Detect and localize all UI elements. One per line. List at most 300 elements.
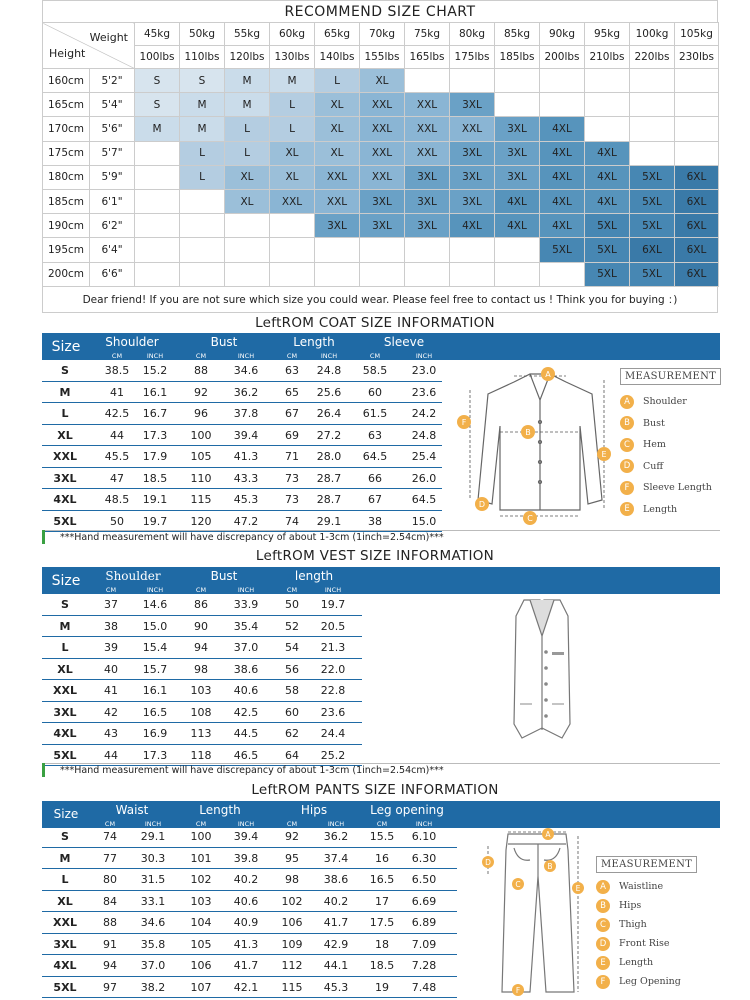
- size-cell: [585, 69, 630, 93]
- coat-size-label: XXL: [53, 450, 77, 463]
- pants-row: [42, 955, 457, 977]
- pants-value: 17: [375, 894, 389, 908]
- marker-a-icon: A: [596, 880, 610, 894]
- size-cell: [585, 117, 630, 141]
- size-cell: [135, 262, 180, 286]
- vest-size-label: M: [59, 619, 71, 633]
- coat-value: 45.3: [233, 493, 259, 506]
- pants-value: 36.2: [323, 830, 349, 843]
- vest-row: [42, 702, 362, 724]
- pants-value: 16.5: [369, 873, 395, 886]
- vest-value: 42: [104, 705, 118, 719]
- pants-value: 41.7: [323, 916, 349, 929]
- svg-text:E: E: [601, 450, 607, 459]
- weight-kg-header: 80kg: [450, 23, 495, 46]
- coat-value: 25.6: [316, 385, 342, 399]
- pants-unit-inch: INCH: [415, 820, 433, 828]
- size-cell: [135, 214, 180, 238]
- height-ft: 5'6": [90, 117, 135, 141]
- size-cell: XL: [315, 93, 360, 117]
- vest-value: 43: [104, 727, 118, 740]
- vest-value: 60: [285, 705, 299, 719]
- coat-unit-cm: CM: [369, 352, 381, 360]
- size-cell: [405, 69, 450, 93]
- vest-value: 41: [104, 684, 118, 697]
- coat-legend-label: Cuff: [643, 460, 664, 472]
- vest-disclaimer: ***Hand measurement will have discrepancy of about 1-3cm (1inch=2.54cm)***: [60, 765, 444, 776]
- vest-value: 33.9: [233, 598, 259, 611]
- vest-header-shoulder: Shoulder: [105, 569, 161, 583]
- pants-unit-inch: INCH: [327, 820, 345, 828]
- size-cell: 6XL: [675, 238, 719, 262]
- size-cell: 5XL: [630, 165, 675, 189]
- svg-text:F: F: [515, 986, 521, 995]
- pants-value: 45.3: [323, 980, 349, 994]
- coat-value: 41: [110, 385, 124, 399]
- coat-header-shoulder: Shoulder: [105, 335, 159, 349]
- size-cell: 3XL: [450, 189, 495, 213]
- coat-value: 50: [110, 514, 124, 528]
- coat-legend-label: Length: [643, 503, 678, 515]
- size-cell: XXL: [405, 117, 450, 141]
- weight-lbs-header: 140lbs: [315, 46, 360, 69]
- coat-row: [42, 360, 442, 382]
- size-cell: 4XL: [540, 189, 585, 213]
- coat-legend-item: [620, 391, 721, 413]
- coat-row: [42, 403, 442, 425]
- size-cell: [630, 117, 675, 141]
- recommend-row: [43, 117, 719, 141]
- size-cell: 6XL: [675, 214, 719, 238]
- size-cell: [405, 238, 450, 262]
- size-cell: [675, 117, 719, 141]
- size-cell: M: [270, 69, 315, 93]
- coat-value: 34.6: [233, 364, 259, 377]
- pants-size-label: 4XL: [53, 959, 77, 972]
- pants-row: [42, 934, 457, 956]
- height-ft: 5'9": [90, 165, 135, 189]
- coat-value: 19.1: [142, 493, 168, 506]
- size-cell: XL: [225, 165, 270, 189]
- pants-value: 15.5: [369, 830, 395, 843]
- svg-text:A: A: [545, 830, 551, 839]
- pants-value: 92: [285, 830, 299, 843]
- marker-e-icon: E: [596, 956, 610, 970]
- vest-size-label: XL: [57, 662, 73, 676]
- weight-lbs-header: 175lbs: [450, 46, 495, 69]
- marker-d-icon: D: [596, 937, 610, 951]
- size-cell: 4XL: [495, 214, 540, 238]
- vest-header-band: [42, 567, 720, 594]
- pants-unit-inch: INCH: [237, 820, 255, 828]
- coat-value: 26.0: [411, 471, 437, 485]
- size-cell: [585, 93, 630, 117]
- height-ft: 6'4": [90, 238, 135, 262]
- vest-size-label: S: [61, 598, 69, 611]
- coat-value: 64.5: [411, 493, 437, 506]
- size-cell: [630, 141, 675, 165]
- coat-value: 44: [110, 428, 124, 442]
- pants-diagram: [478, 826, 598, 998]
- coat-size-label: M: [59, 385, 71, 399]
- coat-value: 69: [285, 428, 299, 442]
- pants-value: 115: [281, 980, 303, 994]
- weight-lbs-header: 155lbs: [360, 46, 405, 69]
- vest-value: 22.8: [320, 684, 346, 697]
- size-cell: [450, 238, 495, 262]
- coat-value: 120: [190, 514, 212, 528]
- pants-unit-cm: CM: [195, 820, 207, 828]
- coat-legend-label: Hem: [643, 439, 666, 451]
- pants-value: 6.50: [411, 873, 437, 886]
- coat-header-length: Length: [293, 335, 335, 349]
- size-cell: [180, 262, 225, 286]
- coat-value: 27.2: [316, 428, 342, 442]
- coat-unit-inch: INCH: [415, 352, 433, 360]
- coat-legend-item: [620, 413, 721, 435]
- coat-value: 115: [190, 493, 212, 506]
- coat-size-label: 3XL: [53, 471, 77, 485]
- svg-text:D: D: [485, 858, 491, 867]
- weight-lbs-header: 230lbs: [675, 46, 719, 69]
- pants-value: 41.3: [233, 937, 259, 951]
- size-cell: XL: [225, 189, 270, 213]
- size-cell: 4XL: [495, 189, 540, 213]
- recommend-row: [43, 214, 719, 238]
- pants-legend: [596, 856, 697, 991]
- coat-value: 17.3: [142, 428, 168, 442]
- pants-value: 95: [285, 851, 299, 865]
- pants-value: 101: [190, 851, 212, 865]
- pants-size-label: XXL: [53, 916, 77, 929]
- coat-value: 41.3: [233, 450, 259, 463]
- pants-legend-label: Length: [619, 957, 654, 968]
- coat-header-band: [42, 333, 720, 360]
- pants-legend-item: [596, 896, 697, 915]
- coat-value: 15.0: [411, 514, 437, 528]
- weight-lbs-header: 130lbs: [270, 46, 315, 69]
- coat-value: 73: [285, 471, 299, 485]
- pants-value: 44.1: [323, 959, 349, 972]
- coat-legend-item: [620, 477, 721, 499]
- vest-divider: [42, 763, 720, 764]
- coat-value: 18.5: [142, 471, 168, 485]
- pants-value: 77: [103, 851, 117, 865]
- pants-row: [42, 891, 457, 913]
- coat-value: 88: [194, 364, 208, 377]
- pants-value: 18.5: [369, 959, 395, 972]
- vest-value: 62: [285, 727, 299, 740]
- vest-value: 113: [190, 727, 212, 740]
- pants-value: 40.6: [233, 894, 259, 908]
- height-cm: 195cm: [43, 238, 90, 262]
- pants-value: 17.5: [369, 916, 395, 929]
- coat-value: 47.2: [233, 514, 259, 528]
- pants-row: [42, 826, 457, 848]
- size-cell: 6XL: [675, 165, 719, 189]
- weight-lbs-header: 185lbs: [495, 46, 540, 69]
- size-cell: M: [180, 117, 225, 141]
- recommend-row: [43, 262, 719, 286]
- size-cell: [540, 262, 585, 286]
- pants-size-label: XL: [57, 894, 73, 908]
- pants-legend-label: Leg Opening: [619, 976, 681, 987]
- vest-value: 24.4: [320, 727, 346, 740]
- pants-row: [42, 869, 457, 891]
- pants-value: 103: [190, 894, 212, 908]
- size-cell: [360, 262, 405, 286]
- coat-legend-title: MEASUREMENT: [620, 368, 721, 385]
- height-ft: 6'1": [90, 189, 135, 213]
- pants-legend-label: Hips: [619, 900, 642, 911]
- weight-kg-header: 95kg: [585, 23, 630, 46]
- pants-value: 42.9: [323, 937, 349, 951]
- vest-value: 46.5: [233, 748, 259, 762]
- coat-value: 38.5: [104, 364, 130, 377]
- coat-value: 48.5: [104, 493, 130, 506]
- coat-unit-cm: CM: [195, 352, 207, 360]
- vest-value: 64: [285, 748, 299, 762]
- height-cm: 185cm: [43, 189, 90, 213]
- vest-diagram: [502, 596, 582, 746]
- size-cell: L: [225, 117, 270, 141]
- pants-row: [42, 977, 457, 999]
- vest-unit-cm: CM: [286, 586, 298, 594]
- size-cell: 4XL: [540, 117, 585, 141]
- recommend-title: RECOMMEND SIZE CHART: [42, 0, 718, 22]
- pants-header-leg-opening: Leg opening: [370, 803, 444, 817]
- coat-value: 43.3: [233, 471, 259, 485]
- pants-value: 6.89: [411, 916, 437, 929]
- marker-f-icon: F: [620, 481, 634, 495]
- pants-unit-inch: INCH: [144, 820, 162, 828]
- vest-value: 54: [285, 641, 299, 654]
- pants-header-band: [42, 801, 720, 828]
- vest-value: 108: [190, 705, 212, 719]
- size-cell: [180, 189, 225, 213]
- coat-legend-label: Shoulder: [643, 396, 687, 408]
- size-cell: 5XL: [630, 214, 675, 238]
- size-cell: [270, 262, 315, 286]
- vest-size-label: 5XL: [53, 748, 77, 762]
- size-cell: 3XL: [495, 117, 540, 141]
- vest-value: 56: [285, 662, 299, 676]
- pants-value: 39.4: [233, 830, 259, 843]
- size-cell: XXL: [450, 117, 495, 141]
- size-cell: [135, 238, 180, 262]
- pants-legend-item: [596, 915, 697, 934]
- pants-value: 106: [190, 959, 212, 972]
- marker-f-icon: F: [596, 975, 610, 989]
- size-cell: [675, 93, 719, 117]
- size-cell: [630, 69, 675, 93]
- vest-size-label: 4XL: [53, 727, 77, 740]
- pants-value: 102: [190, 873, 212, 886]
- vest-value: 38.6: [233, 662, 259, 676]
- pants-value: 80: [103, 873, 117, 886]
- coat-disclaimer: ***Hand measurement will have discrepancy of about 1-3cm (1inch=2.54cm)***: [60, 532, 444, 543]
- size-cell: L: [180, 165, 225, 189]
- vest-unit-inch: INCH: [324, 586, 342, 594]
- size-cell: 3XL: [405, 165, 450, 189]
- coat-value: 25.4: [411, 450, 437, 463]
- size-cell: 5XL: [540, 238, 585, 262]
- size-cell: 3XL: [360, 214, 405, 238]
- size-cell: 4XL: [540, 214, 585, 238]
- coat-value: 67: [368, 493, 382, 506]
- coat-value: 92: [194, 385, 208, 399]
- vest-value: 15.4: [142, 641, 168, 654]
- svg-text:E: E: [575, 884, 581, 893]
- height-cm: 190cm: [43, 214, 90, 238]
- size-cell: [630, 93, 675, 117]
- pants-size-label: S: [61, 830, 69, 843]
- vest-value: 25.2: [320, 748, 346, 762]
- coat-value: 61.5: [362, 407, 388, 420]
- pants-value: 33.1: [140, 894, 166, 908]
- size-cell: XXL: [405, 93, 450, 117]
- pants-header-length: Length: [199, 803, 241, 817]
- coat-row: [42, 511, 442, 533]
- vest-header-bust: Bust: [210, 569, 238, 583]
- height-cm: 170cm: [43, 117, 90, 141]
- coat-size-label: 5XL: [53, 514, 77, 528]
- coat-legend: [620, 368, 721, 520]
- pants-value: 6.10: [411, 830, 437, 843]
- coat-row: [42, 446, 442, 468]
- pants-size-label: L: [61, 873, 69, 886]
- size-cell: XXL: [270, 189, 315, 213]
- pants-value: 94: [103, 959, 117, 972]
- marker-e-icon: E: [620, 502, 634, 516]
- svg-text:B: B: [547, 862, 553, 871]
- vest-row: [42, 723, 362, 745]
- recommend-row: [43, 69, 719, 93]
- height-cm: 160cm: [43, 69, 90, 93]
- coat-value: 74: [285, 514, 299, 528]
- coat-value: 39.4: [233, 428, 259, 442]
- coat-value: 23.0: [411, 364, 437, 377]
- coat-value: 60: [368, 385, 382, 399]
- weight-lbs-header: 210lbs: [585, 46, 630, 69]
- pants-value: 39.8: [233, 851, 259, 865]
- coat-legend-label: Sleeve Length: [643, 482, 712, 494]
- pants-unit-cm: CM: [376, 820, 388, 828]
- coat-value: 36.2: [233, 385, 259, 399]
- vest-size-header: Size: [51, 573, 81, 589]
- vest-row: [42, 659, 362, 681]
- vest-value: 90: [194, 619, 208, 633]
- size-cell: 3XL: [495, 165, 540, 189]
- size-cell: S: [135, 93, 180, 117]
- height-ft: 5'4": [90, 93, 135, 117]
- vest-value: 98: [194, 662, 208, 676]
- height-ft: 5'2": [90, 69, 135, 93]
- vest-header-length: length: [294, 569, 334, 583]
- vest-value: 58: [285, 684, 299, 697]
- weight-kg-header: 90kg: [540, 23, 585, 46]
- weight-kg-header: 65kg: [315, 23, 360, 46]
- pants-value: 42.1: [233, 980, 259, 994]
- coat-legend-item: [620, 499, 721, 521]
- pants-value: 7.09: [411, 937, 437, 951]
- size-cell: 3XL: [450, 141, 495, 165]
- pants-value: 18: [375, 937, 389, 951]
- size-cell: 5XL: [585, 214, 630, 238]
- weight-kg-header: 85kg: [495, 23, 540, 46]
- pants-header-waist: Waist: [115, 803, 149, 817]
- vest-value: 39: [104, 641, 118, 654]
- coat-value: 66: [368, 471, 382, 485]
- recommend-corner: [43, 23, 135, 69]
- svg-text:F: F: [461, 418, 467, 427]
- height-ft: 6'6": [90, 262, 135, 286]
- coat-value: 37.8: [233, 407, 259, 420]
- vest-row: [42, 680, 362, 702]
- size-cell: [315, 238, 360, 262]
- recommend-size-chart: [0, 0, 750, 316]
- coat-row: [42, 468, 442, 490]
- coat-value: 38: [368, 514, 382, 528]
- svg-text:C: C: [527, 514, 533, 523]
- pants-value: 84: [103, 894, 117, 908]
- vest-row: [42, 594, 362, 616]
- pants-size-label: M: [59, 851, 71, 865]
- pants-value: 7.48: [411, 980, 437, 994]
- marker-c-icon: C: [596, 918, 610, 932]
- pants-value: 104: [190, 916, 212, 929]
- vest-value: 20.5: [320, 619, 346, 633]
- coat-header-bust: Bust: [210, 335, 238, 349]
- vest-value: 17.3: [142, 748, 168, 762]
- size-cell: [675, 69, 719, 93]
- size-cell: L: [315, 69, 360, 93]
- coat-value: 24.8: [411, 428, 437, 442]
- weight-lbs-header: 200lbs: [540, 46, 585, 69]
- size-cell: M: [225, 93, 270, 117]
- pants-legend-item: [596, 934, 697, 953]
- recommend-row: [43, 141, 719, 165]
- pants-legend-label: Thigh: [619, 919, 647, 930]
- pants-legend-item: [596, 877, 697, 896]
- coat-value: 28.0: [316, 450, 342, 463]
- coat-unit-inch: INCH: [237, 352, 255, 360]
- pants-size-label: 3XL: [53, 937, 77, 951]
- pants-value: 105: [190, 937, 212, 951]
- vest-size-label: 3XL: [53, 705, 77, 719]
- coat-value: 47: [110, 471, 124, 485]
- weight-kg-header: 105kg: [675, 23, 719, 46]
- pants-value: 74: [103, 830, 117, 843]
- weight-lbs-header: 100lbs: [135, 46, 180, 69]
- pants-value: 38.2: [140, 980, 166, 994]
- coat-value: 17.9: [142, 450, 168, 463]
- vest-value: 50: [285, 598, 299, 611]
- coat-unit-cm: CM: [111, 352, 123, 360]
- size-cell: [450, 262, 495, 286]
- size-cell: L: [225, 141, 270, 165]
- vest-value: 16.9: [142, 727, 168, 740]
- weight-kg-header: 60kg: [270, 23, 315, 46]
- pants-value: 91: [103, 937, 117, 951]
- pants-value: 30.3: [140, 851, 166, 865]
- size-cell: M: [225, 69, 270, 93]
- pants-value: 6.30: [411, 851, 437, 865]
- coat-value: 71: [285, 450, 299, 463]
- pants-legend-item: [596, 953, 697, 972]
- pants-title: LeftROM PANTS SIZE INFORMATION: [251, 782, 499, 798]
- size-cell: [180, 238, 225, 262]
